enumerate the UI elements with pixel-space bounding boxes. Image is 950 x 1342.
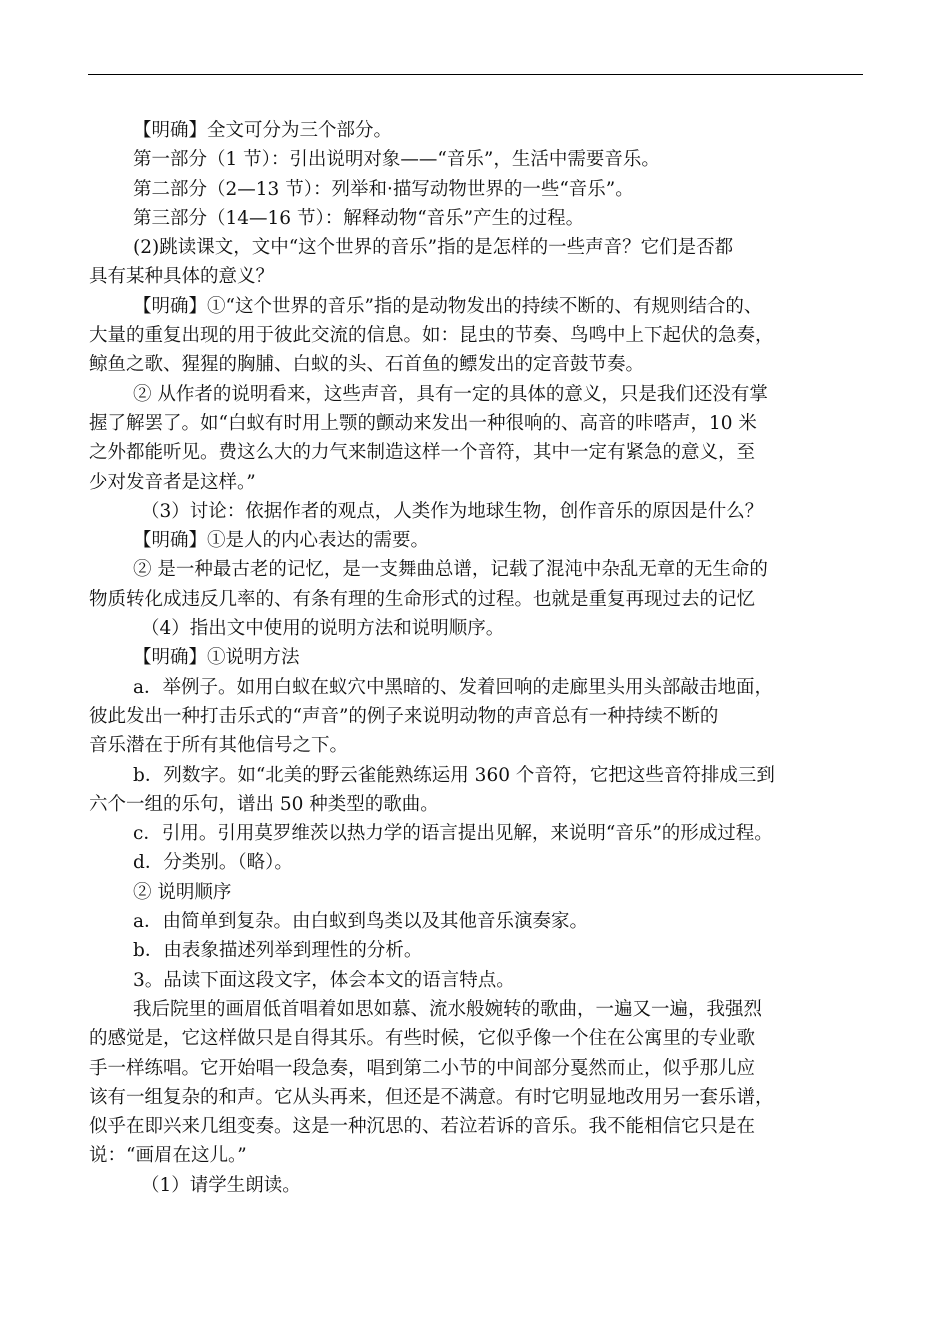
text-line: 似乎在即兴来几组变奏。这是一种沉思的、若泣若诉的音乐。我不能相信它只是在 xyxy=(89,1116,756,1138)
text-line: （4）指出文中使用的说明方法和说明顺序。 xyxy=(141,618,505,640)
text-line: 之外都能听见。费这么大的力气来制造这样一个音符，其中一定有紧急的意义，至 xyxy=(89,442,756,464)
text-line: 说：“画眉在这儿。” xyxy=(89,1145,247,1167)
text-line: a．举例子。如用白蚁在蚁穴中黑暗的、发着回响的走廊里头用头部敲击地面， xyxy=(133,676,774,698)
text-line: 第三部分（14—16 节）：解释动物“音乐”产生的过程。 xyxy=(133,207,585,229)
text-line: 的感觉是，它这样做只是自得其乐。有些时候，它似乎像一个住在公寓里的专业歌 xyxy=(89,1028,756,1050)
text-line: 手一样练唱。它开始唱一段急奏，唱到第二小节的中间部分戛然而止，似乎那儿应 xyxy=(89,1057,756,1079)
text-line: 【明确】①说明方法 xyxy=(133,647,300,669)
text-line: 鲸鱼之歌、猩猩的胸脯、白蚁的头、石首鱼的鳔发出的定音鼓节奏。 xyxy=(89,354,645,376)
text-line: ② 从作者的说明看来，这些声音，具有一定的具体的意义，只是我们还没有掌 xyxy=(133,383,768,405)
text-line: ② 说明顺序 xyxy=(133,881,232,903)
text-line: b．列数字。如“北美的野云雀能熟练运用 360 个音符，它把这些音符排成三到 xyxy=(133,764,775,786)
text-line: （1）请学生朗读。 xyxy=(141,1174,301,1196)
text-line: 第一部分（1 节）：引出说明对象——“音乐”，生活中需要音乐。 xyxy=(133,149,660,171)
text-line: 【明确】全文可分为三个部分。 xyxy=(133,120,393,141)
text-line: 音乐潜在于所有其他信号之下。 xyxy=(89,735,349,757)
header-rule xyxy=(88,74,863,75)
text-line: d．分类别。（略）。 xyxy=(133,852,293,874)
text-line: 第二部分（2—13 节）：列举和·描写动物世界的一些“音乐”。 xyxy=(133,178,634,200)
text-line: 该有一组复杂的和声。它从头再来，但还是不满意。有时它明显地改用另一套乐谱， xyxy=(89,1086,774,1108)
text-line: b．由表象描述列举到理性的分析。 xyxy=(133,940,423,962)
text-line: 少对发音者是这样。” xyxy=(89,471,256,493)
text-line: (2)跳读课文，文中“这个世界的音乐”指的是怎样的一些声音？它们是否都 xyxy=(133,237,734,259)
text-line: 彼此发出一种打击乐式的“声音”的例子来说明动物的声音总有一种持续不断的 xyxy=(89,705,719,727)
text-line: 【明确】①“这个世界的音乐”指的是动物发出的持续不断的、有规则结合的、 xyxy=(133,295,763,317)
text-line: 我后院里的画眉低首唱着如思如慕、流水般婉转的歌曲，一遍又一遍，我强烈 xyxy=(133,998,763,1020)
text-line: 大量的重复出现的用于彼此交流的信息。如：昆虫的节奏、鸟鸣中上下起伏的急奏， xyxy=(89,325,774,347)
text-line: 六个一组的乐句，谱出 50 种类型的歌曲。 xyxy=(89,793,439,815)
text-line: 具有某种具体的意义？ xyxy=(89,266,275,288)
text-line: c．引用。引用莫罗维茨以热力学的语言提出见解，来说明“音乐”的形成过程。 xyxy=(133,823,773,845)
text-line: a．由简单到复杂。由白蚁到鸟类以及其他音乐演奏家。 xyxy=(133,911,589,933)
text-line: 【明确】①是人的内心表达的需要。 xyxy=(133,530,430,552)
text-line: 3。品读下面这段文字，体会本文的语言特点。 xyxy=(133,969,515,991)
document-body xyxy=(89,116,864,1200)
text-line: 握了解罢了。如“白蚁有时用上颚的颤动来发出一种很响的、高音的咔嗒声，10 米 xyxy=(89,412,757,434)
text-line: 物质转化成违反几率的、有条有理的生命形式的过程。也就是重复再现过去的记忆 xyxy=(89,588,756,610)
text-line: （3）讨论：依据作者的观点，人类作为地球生物，创作音乐的原因是什么？ xyxy=(141,500,764,522)
text-line: ② 是一种最古老的记忆，是一支舞曲总谱，记载了混沌中杂乱无章的无生命的 xyxy=(133,559,768,581)
